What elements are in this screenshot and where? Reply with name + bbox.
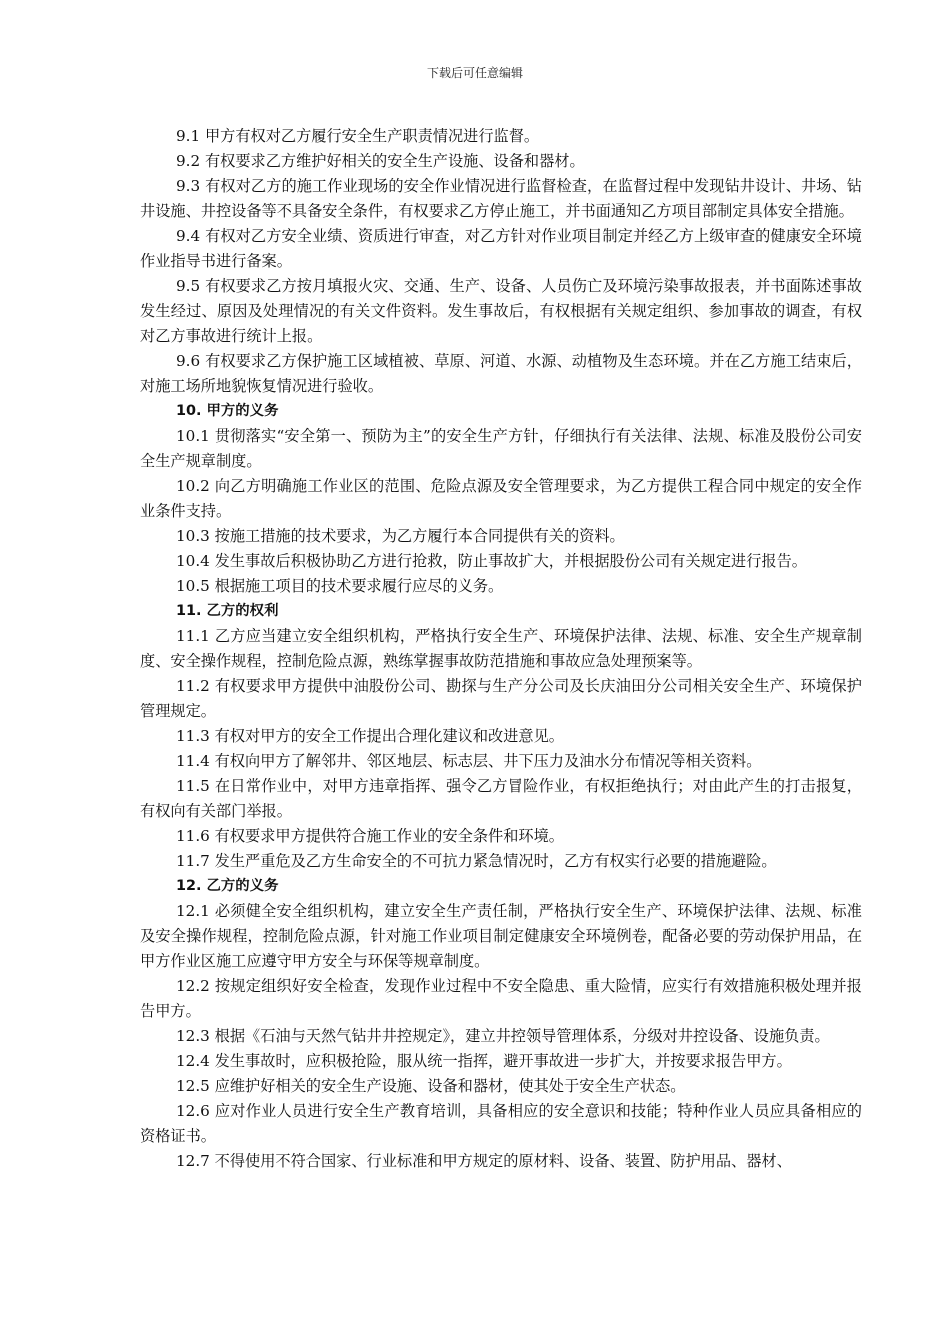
- clause-12-2: 12.2 按规定组织好安全检查，发现作业过程中不安全隐患、重大险情，应实行有效措施积极处理并报告甲方。: [140, 977, 862, 1020]
- clause-10-2: 10.2 向乙方明确施工作业区的范围、危险点源及安全管理要求，为乙方提供工程合同中规定的安全作业条件支持。: [140, 477, 862, 520]
- clause-12-7: 12.7 不得使用不符合国家、行业标准和甲方规定的原材料、设备、装置、防护用品、器材、: [176, 1152, 792, 1170]
- clause-12-3: 12.3 根据《石油与天然气钻井井控规定》，建立井控领导管理体系，分级对井控设备、设施负责。: [176, 1027, 830, 1045]
- clause-12-5: 12.5 应维护好相关的安全生产设施、设备和器材，使其处于安全生产状态。: [176, 1077, 686, 1095]
- clause-12-1: 12.1 必须健全安全组织机构，建立安全生产责任制，严格执行安全生产、环境保护法律、法规、标准及安全操作规程，控制危险点源，针对施工作业项目制定健康安全环境例卷，配备必要的劳动保护用品，在甲方作业区施工应遵守甲方安全与环保等规章制度。: [140, 902, 862, 970]
- clause-11-2: 11.2 有权要求甲方提供中油股份公司、勘探与生产分公司及长庆油田分公司相关安全生产、环境保护管理规定。: [140, 677, 862, 720]
- clause-11-1: 11.1 乙方应当建立安全组织机构，严格执行安全生产、环境保护法律、法规、标准、安全生产规章制度、安全操作规程，控制危险点源，熟练掌握事故防范措施和事故应急处理预案等。: [140, 627, 862, 670]
- clause-9-1: 9.1 甲方有权对乙方履行安全生产职责情况进行监督。: [176, 127, 540, 145]
- clause-11-4: 11.4 有权向甲方了解邻井、邻区地层、标志层、井下压力及油水分布情况等相关资料。: [176, 752, 762, 770]
- clause-9-4: 9.4 有权对乙方安全业绩、资质进行审查，对乙方针对作业项目制定并经乙方上级审查的健康安全环境作业指导书进行备案。: [140, 227, 862, 270]
- clause-12-4: 12.4 发生事故时，应积极抢险，服从统一指挥，避开事故进一步扩大，并按要求报告甲方。: [176, 1052, 792, 1070]
- clause-10-3: 10.3 按施工措施的技术要求，为乙方履行本合同提供有关的资料。: [176, 527, 625, 545]
- page-header: 下载后可任意编辑: [426, 66, 523, 80]
- clause-9-3: 9.3 有权对乙方的施工作业现场的安全作业情况进行监督检查，在监督过程中发现钻井设计、井场、钻井设施、井控设备等不具备安全条件，有权要求乙方停止施工，并书面通知乙方项目部制定具体安全措施。: [140, 177, 862, 220]
- clause-11-5: 11.5 在日常作业中，对甲方违章指挥、强令乙方冒险作业，有权拒绝执行；对由此产生的打击报复，有权向有关部门举报。: [140, 777, 862, 820]
- clause-12-6: 12.6 应对作业人员进行安全生产教育培训，具备相应的安全意识和技能；特种作业人员应具备相应的资格证书。: [140, 1102, 862, 1145]
- clause-9-5: 9.5 有权要求乙方按月填报火灾、交通、生产、设备、人员伤亡及环境污染事故报表，并书面陈述事故发生经过、原因及处理情况的有关文件资料。发生事故后，有权根据有关规定组织、参加事故的调查，有权对乙方事故进行统计上报。: [140, 277, 862, 345]
- section-heading-11: 11. 乙方的权利: [176, 603, 279, 619]
- clause-10-1: 10.1 贯彻落实“安全第一、预防为主”的安全生产方针，仔细执行有关法律、法规、标准及股份公司安全生产规章制度。: [140, 427, 862, 470]
- clause-10-4: 10.4 发生事故后积极协助乙方进行抢救，防止事故扩大，并根据股份公司有关规定进行报告。: [176, 552, 807, 570]
- clause-10-5: 10.5 根据施工项目的技术要求履行应尽的义务。: [176, 577, 504, 595]
- section-heading-10: 10. 甲方的义务: [176, 403, 279, 419]
- clause-11-7: 11.7 发生严重危及乙方生命安全的不可抗力紧急情况时，乙方有权实行必要的措施避险。: [176, 852, 777, 870]
- clause-9-6: 9.6 有权要求乙方保护施工区域植被、草原、河道、水源、动植物及生态环境。并在乙方施工结束后，对施工场所地貌恢复情况进行验收。: [140, 352, 862, 395]
- clause-11-6: 11.6 有权要求甲方提供符合施工作业的安全条件和环境。: [176, 827, 564, 845]
- document-body: [140, 124, 862, 1174]
- clause-9-2: 9.2 有权要求乙方维护好相关的安全生产设施、设备和器材。: [176, 152, 585, 170]
- clause-11-3: 11.3 有权对甲方的安全工作提出合理化建议和改进意见。: [176, 727, 564, 745]
- section-heading-12: 12. 乙方的义务: [176, 878, 279, 894]
